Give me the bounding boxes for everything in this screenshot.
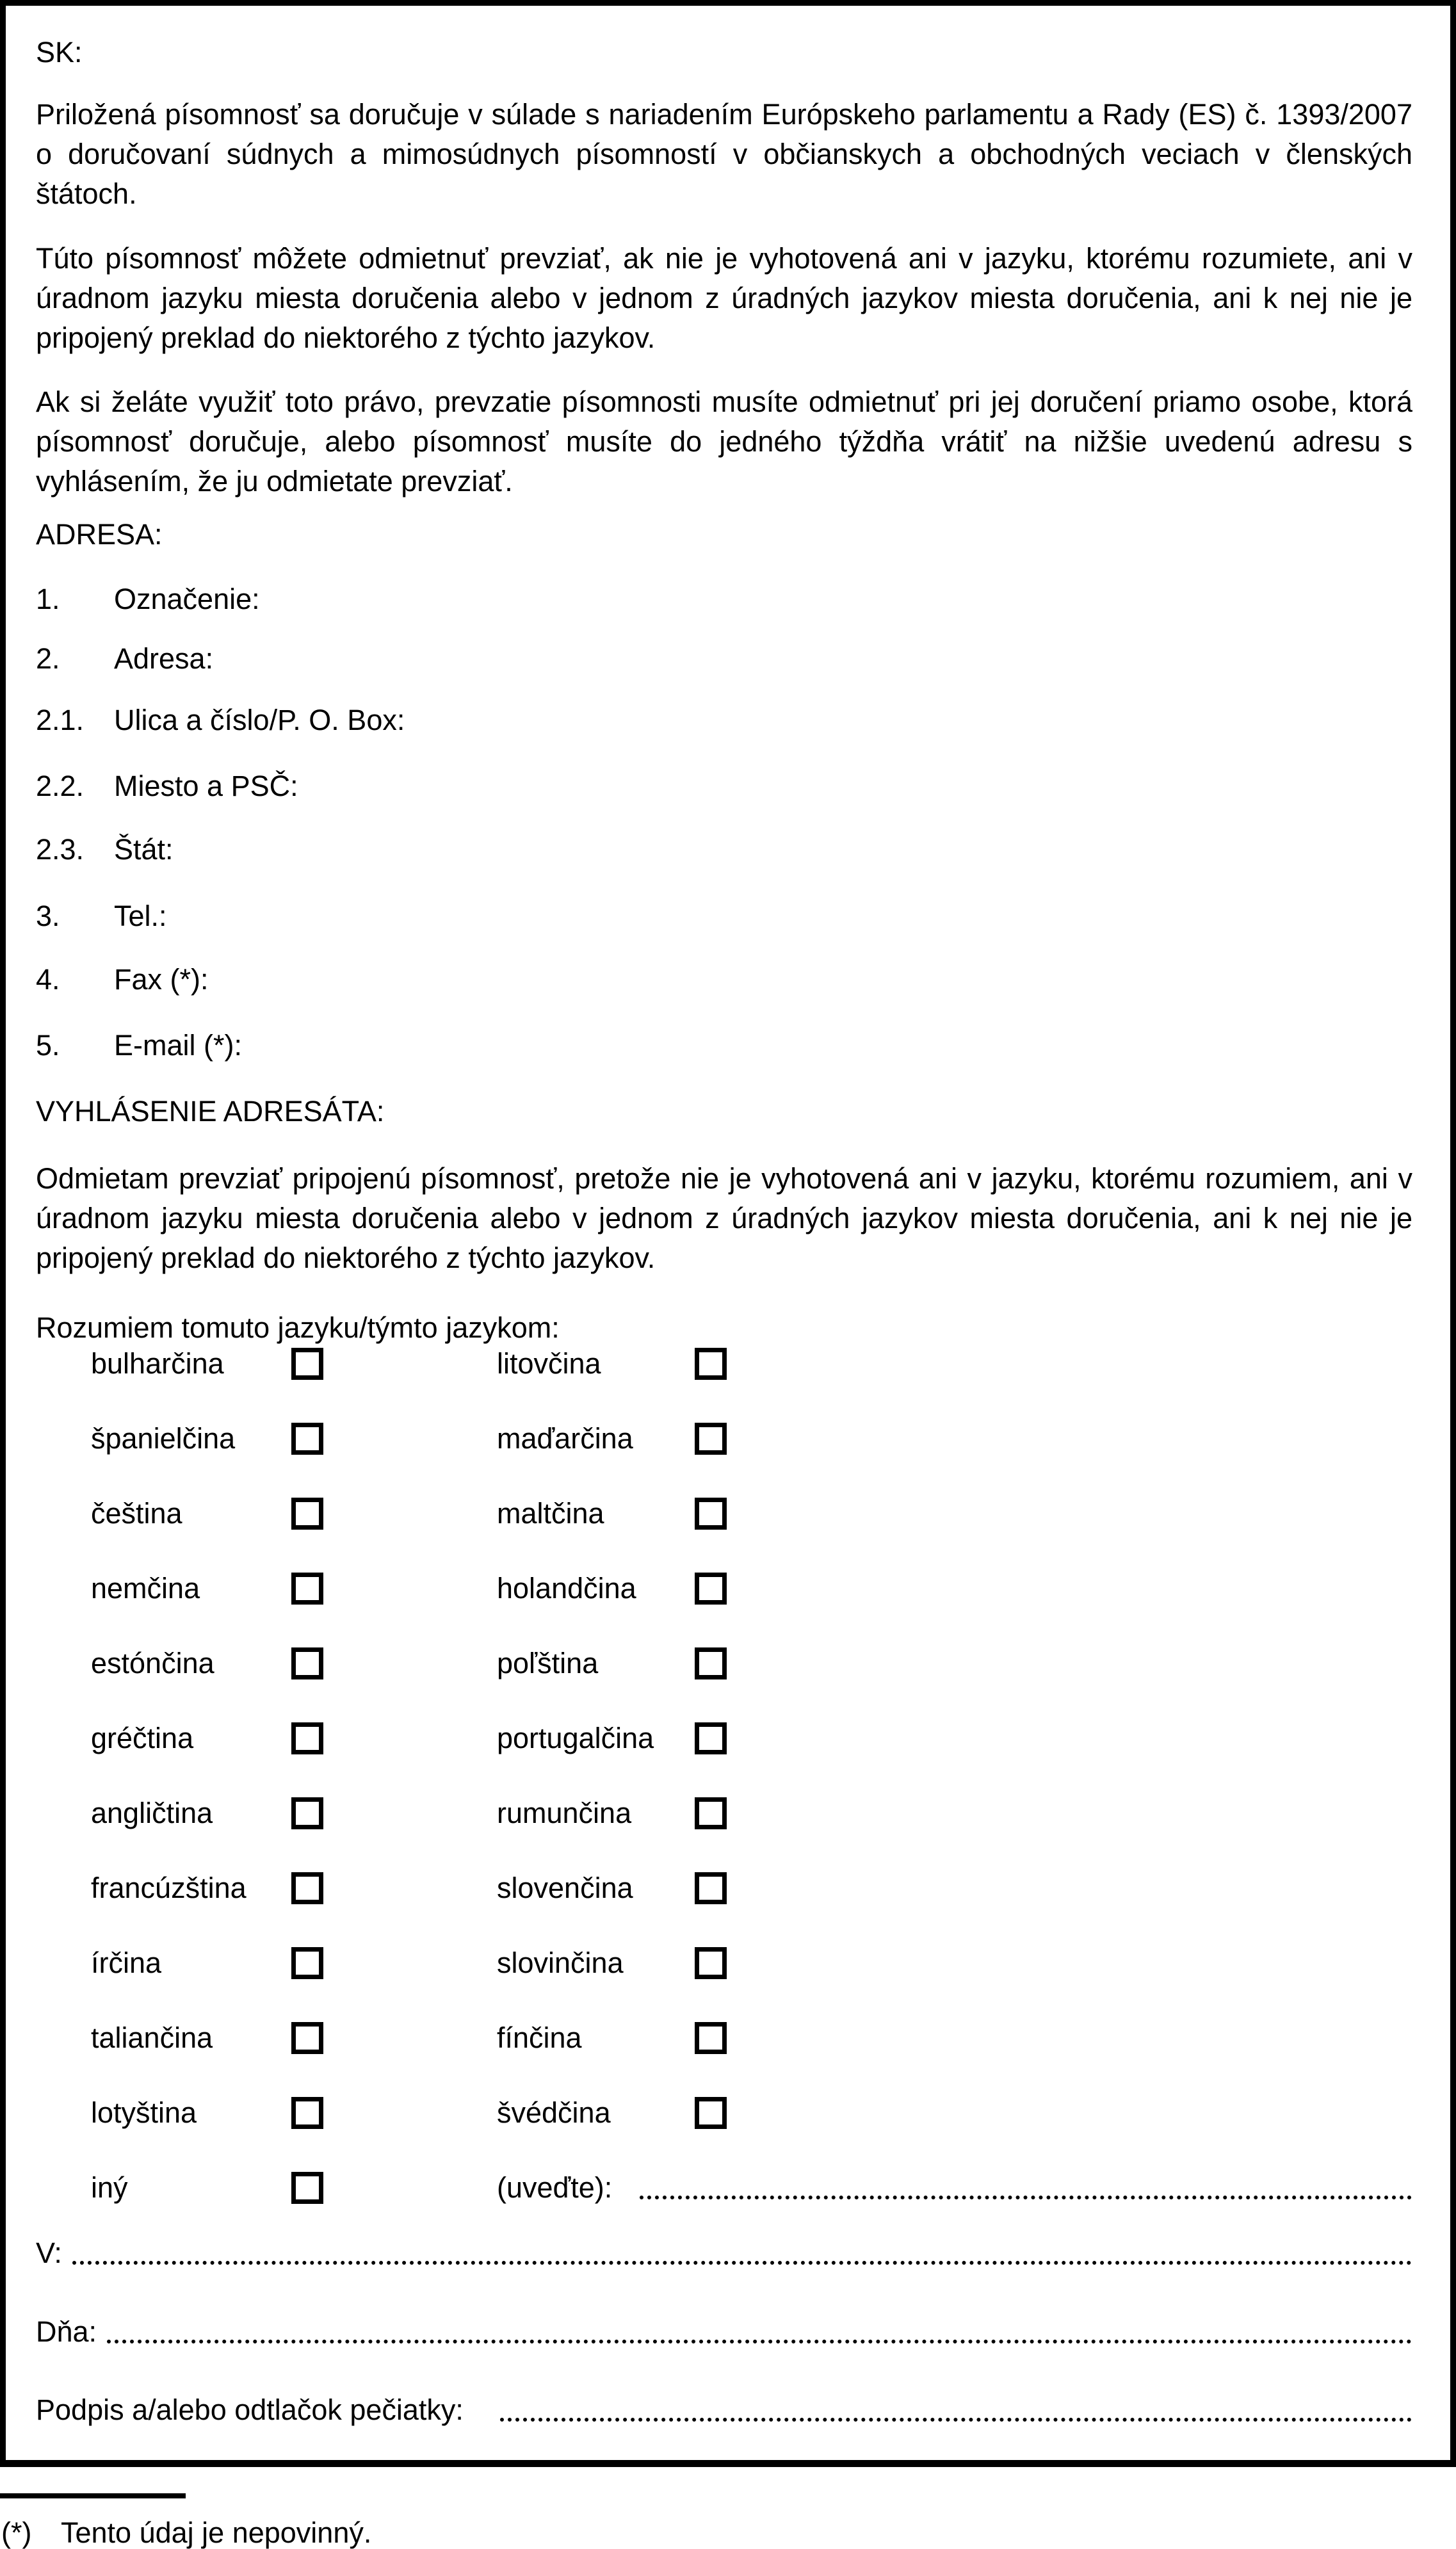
intro-paragraph: Priložená písomnosť sa doručuje v súlade s nariadením Európskeho parlamentu a Rady (ES) č. 1393/2007 o doručovaní súdnych a mimosúdnych písomností v občianskych a obchodných veciach v členských štátoch. <box>36 98 1412 210</box>
field-label: Miesto a PSČ: <box>114 770 298 802</box>
language-checkbox[interactable] <box>291 2097 323 2129</box>
language-label: slovinčina <box>497 1946 624 1979</box>
language-label: čeština <box>91 1497 182 1530</box>
field-number: 2.1. <box>36 704 85 736</box>
field-number: 3. <box>36 900 60 932</box>
address-field-row <box>36 964 1420 999</box>
language-row <box>6 2022 1450 2062</box>
language-label: španielčina <box>91 1422 236 1455</box>
field-label: Ulica a číslo/P. O. Box: <box>114 704 405 736</box>
language-checkbox[interactable] <box>291 1647 323 1679</box>
field-label: Fax (*): <box>114 963 209 996</box>
address-field-row <box>36 770 1420 806</box>
footnote-marker: (*) <box>1 2516 32 2549</box>
language-label: fínčina <box>497 2021 582 2054</box>
language-label: poľština <box>497 1647 599 1679</box>
language-checkbox[interactable] <box>695 1573 727 1605</box>
language-label: švédčina <box>497 2096 611 2129</box>
field-number: 1. <box>36 583 60 615</box>
language-checkbox[interactable] <box>695 1647 727 1679</box>
language-checkbox[interactable] <box>291 2172 323 2204</box>
language-checkbox[interactable] <box>695 1872 727 1904</box>
language-label: holandčina <box>497 1572 636 1605</box>
field-label: E-mail (*): <box>114 1029 242 1062</box>
language-label: lotyština <box>91 2096 197 2129</box>
language-label: taliančina <box>91 2021 213 2054</box>
language-label: maďarčina <box>497 1422 633 1455</box>
language-checkbox[interactable] <box>291 1348 323 1380</box>
understood-languages-prompt: Rozumiem tomuto jazyku/týmto jazykom: <box>36 1311 560 1344</box>
address-field-row <box>36 1030 1420 1065</box>
field-number: 2.2. <box>36 770 85 802</box>
address-field-row <box>36 643 1420 679</box>
other-language-row <box>6 2172 1450 2212</box>
language-label: portugalčina <box>497 1722 654 1754</box>
language-label: rumunčina <box>497 1797 632 1829</box>
address-field-row <box>36 704 1420 740</box>
field-number: 2. <box>36 642 60 675</box>
language-label: gréčtina <box>91 1722 194 1754</box>
language-row <box>6 1797 1450 1837</box>
field-number: 5. <box>36 1029 60 1062</box>
right-to-refuse-paragraph: Túto písomnosť môžete odmietnuť prevziať, ak nie je vyhotovená ani v jazyku, ktorému rozumiete, ani v úradnom jazyku miesta doručenia alebo v jednom z úradných jazykov miesta doručenia, ani k nej nie je pripojený preklad do niektorého z týchto jazykov. <box>36 242 1412 354</box>
place-label: V: <box>36 2237 62 2269</box>
address-field-row <box>36 834 1420 870</box>
language-checkbox[interactable] <box>695 1498 727 1530</box>
address-field-row <box>36 583 1420 619</box>
field-number: 4. <box>36 963 60 996</box>
language-label: bulharčina <box>91 1347 224 1380</box>
language-checkbox[interactable] <box>291 2022 323 2054</box>
signature-label: Podpis a/alebo odtlačok pečiatky: <box>36 2393 464 2426</box>
field-number: 2.3. <box>36 833 85 866</box>
language-label: nemčina <box>91 1572 200 1605</box>
language-checkbox[interactable] <box>695 1722 727 1754</box>
language-row <box>6 1872 1450 1912</box>
language-label: francúzština <box>91 1872 247 1904</box>
language-checkbox[interactable] <box>291 1498 323 1530</box>
language-checkbox[interactable] <box>291 1797 323 1829</box>
language-label: angličtina <box>91 1797 213 1829</box>
language-checkbox[interactable] <box>291 1423 323 1455</box>
place-row <box>36 2237 1420 2277</box>
place-fill-line[interactable] <box>72 2237 1412 2265</box>
language-checkbox[interactable] <box>695 1423 727 1455</box>
language-row <box>6 1647 1450 1687</box>
signature-row <box>36 2394 1420 2434</box>
language-row <box>6 1498 1450 1537</box>
language-label: maltčina <box>497 1497 604 1530</box>
language-row <box>6 2097 1450 2137</box>
field-label: Adresa: <box>114 642 214 675</box>
date-row <box>36 2316 1420 2356</box>
language-code-tag: SK: <box>36 36 83 69</box>
language-row <box>6 1348 1450 1388</box>
language-label: slovenčina <box>497 1872 633 1904</box>
field-label: Štát: <box>114 833 174 866</box>
language-checkbox[interactable] <box>291 1947 323 1979</box>
footnote-divider <box>0 2493 186 2498</box>
address-field-row <box>36 900 1420 936</box>
declaration-heading: VYHLÁSENIE ADRESÁTA: <box>36 1095 385 1128</box>
footnote-text: Tento údaj je nepovinný. <box>61 2516 372 2549</box>
language-checkbox[interactable] <box>695 1947 727 1979</box>
language-row <box>6 1423 1450 1462</box>
language-label: litovčina <box>497 1347 601 1380</box>
how-to-refuse-paragraph: Ak si želáte využiť toto právo, prevzatie písomnosti musíte odmietnuť pri jej doručení priamo osobe, ktorá písomnosť doručuje, alebo písomnosť musíte do jedného týždňa vrátiť na nižšie uvedenú adresu s vyhlásením, že ju odmietate prevziať. <box>36 385 1412 498</box>
language-row <box>6 1722 1450 1762</box>
field-label: Označenie: <box>114 583 260 615</box>
language-row <box>6 1573 1450 1612</box>
field-label: Tel.: <box>114 900 167 932</box>
signature-fill-line[interactable] <box>500 2394 1412 2422</box>
language-checkbox[interactable] <box>695 2022 727 2054</box>
language-label: iný <box>91 2171 128 2204</box>
other-language-fill-line[interactable] <box>640 2172 1412 2199</box>
date-fill-line[interactable] <box>107 2316 1412 2343</box>
language-label: írčina <box>91 1946 162 1979</box>
language-checkbox[interactable] <box>291 1722 323 1754</box>
language-checkbox[interactable] <box>291 1573 323 1605</box>
language-checkbox[interactable] <box>695 1797 727 1829</box>
declaration-paragraph: Odmietam prevziať pripojenú písomnosť, pretože nie je vyhotovená ani v jazyku, ktorému rozumiem, ani v úradnom jazyku miesta doručenia alebo v jednom z úradných jazykov miesta doručenia, ani k nej nie je pripojený preklad do niektorého z týchto jazykov. <box>36 1162 1412 1274</box>
language-checkbox[interactable] <box>291 1872 323 1904</box>
address-heading: ADRESA: <box>36 518 163 551</box>
language-checkbox[interactable] <box>695 1348 727 1380</box>
language-checkbox[interactable] <box>695 2097 727 2129</box>
language-label: estónčina <box>91 1647 214 1679</box>
language-row <box>6 1947 1450 1987</box>
specify-label: (uveďte): <box>497 2171 613 2204</box>
date-label: Dňa: <box>36 2315 97 2348</box>
